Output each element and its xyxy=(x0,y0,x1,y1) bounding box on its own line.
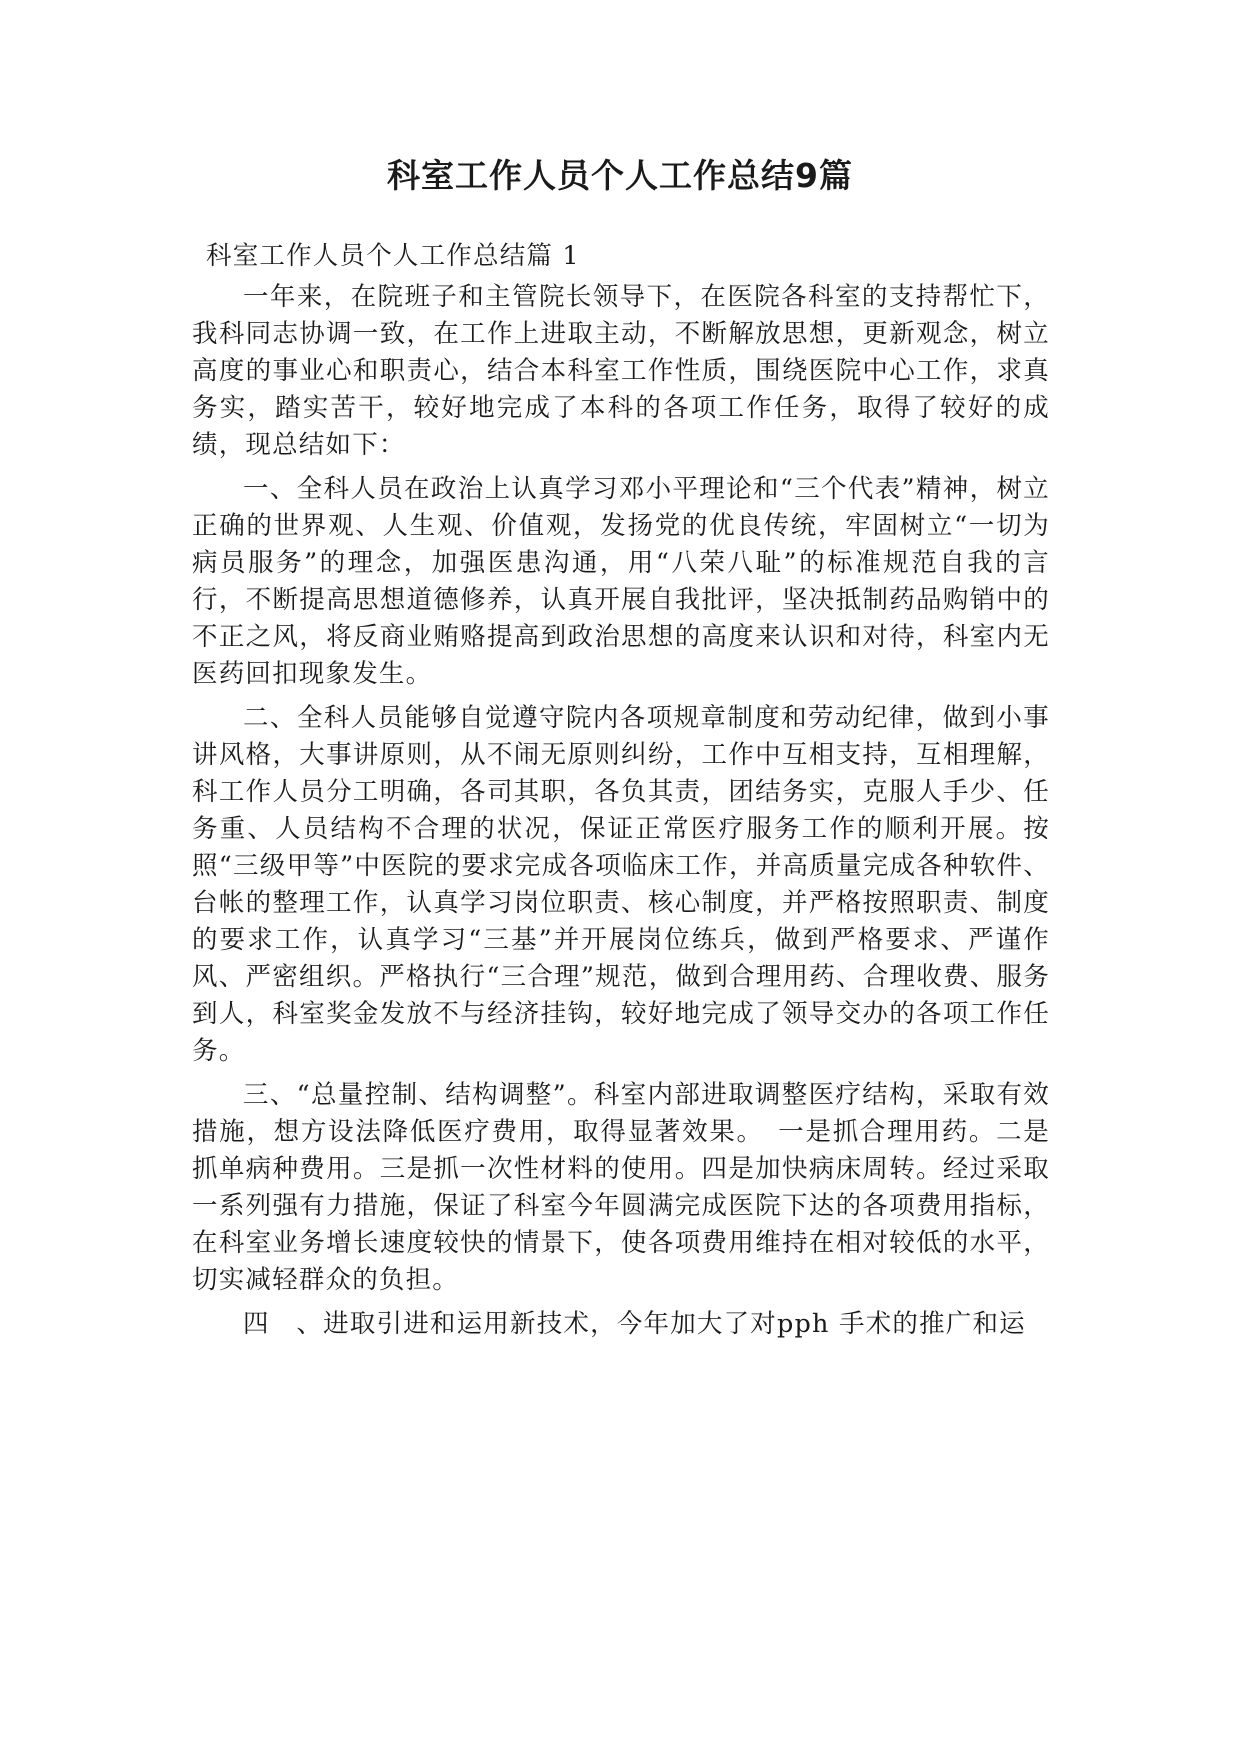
section-heading: 科室工作人员个人工作总结篇 1 xyxy=(206,241,580,271)
document-body xyxy=(192,238,1050,1350)
paragraph-item-2: 二、全科人员能够自觉遵守院内各项规章制度和劳动纪律，做到小事讲风格，大事讲原则，从不闹无原则纠纷，工作中互相支持，互相理解，科工作人员分工明确，各司其职，各负其责，团结务实，克服人手少、任务重、人员结构不合理的状况，保证正常医疗服务工作的顺利开展。按照“三级甲等”中医院的要求完成各项临床工作，并高质量完成各种软件、台帐的整理工作，认真学习岗位职责、核心制度，并严格按照职责、制度的要求工作，认真学习“三基”并开展岗位练兵，做到严格要求、严谨作风、严密组织。严格执行“三合理”规范，做到合理用药、合理收费、服务到人，科室奖金发放不与经济挂钩，较好地完成了领导交办的各项工作任务。 xyxy=(192,703,1050,1066)
paragraph-item-3: 三、“总量控制、结构调整”。科室内部进取调整医疗结构，采取有效措施，想方设法降低医疗费用，取得显著效果。 一是抓合理用药。二是抓单病种费用。三是抓一次性材料的使用。四是加快病床周转。经过采取一系列强有力措施，保证了科室今年圆满完成医院下达的各项费用指标，在科室业务增长速度较快的情景下，使各项费用维持在相对较低的水平，切实减轻群众的负担。 xyxy=(192,1080,1050,1295)
paragraph-intro: 一年来，在院班子和主管院长领导下，在医院各科室的支持帮忙下，我科同志协调一致，在工作上进取主动，不断解放思想，更新观念，树立高度的事业心和职责心，结合本科室工作性质，围绕医院中心工作，求真务实，踏实苦干，较好地完成了本科的各项工作任务，取得了较好的成绩，现总结如下： xyxy=(192,282,1050,460)
paragraph-item-4: 四 、进取引进和运用新技术，今年加大了对pph 手术的推广和运 xyxy=(243,1309,1026,1339)
paragraph-item-1: 一、全科人员在政治上认真学习邓小平理论和“三个代表”精神，树立正确的世界观、人生观、价值观，发扬党的优良传统，牢固树立“一切为病员服务”的理念，加强医患沟通，用“八荣八耻”的标准规范自我的言行，不断提高思想道德修养，认真开展自我批评，坚决抵制药品购销中的不正之风，将反商业贿赂提高到政治思想的高度来认识和对待，科室内无医药回扣现象发生。 xyxy=(192,474,1050,689)
document-title: 科室工作人员个人工作总结9篇 xyxy=(387,156,853,195)
